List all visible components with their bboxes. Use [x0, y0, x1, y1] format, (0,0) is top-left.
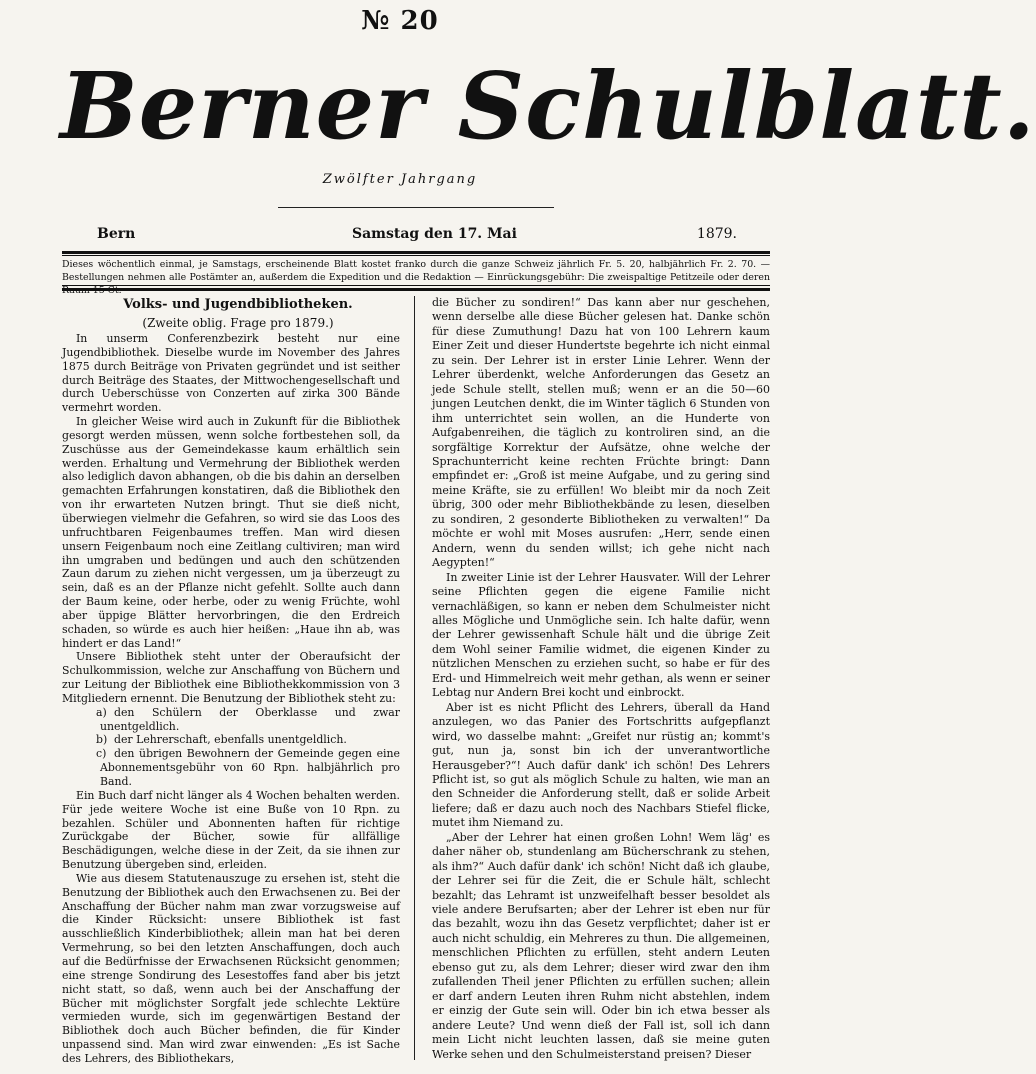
paragraph: Ein Buch darf nicht länger als 4 Wochen behalten werden. Für jede weitere Woche ist eine Buße von 10 Rpn. zu bezahlen. Schüler und Abonnenten haften für richtige Zurückgabe der Bücher, sowie für allfällige Beschädigungen, welche diese in der Zeit, da sie ihnen zur Benutzung übergeben sind, erleiden. — [62, 788, 400, 872]
dateline — [97, 226, 737, 246]
volume-line: Zwölfter Jahrgang — [322, 172, 478, 187]
paragraph: „Aber der Lehrer hat einen großen Lohn! Wem läg' es daher näher ob, stundenlang am Bücherschrank zu stehen, als ihm?“ Auch dafür dank' ich schön! Nicht daß ich glaube, der Lehrer sei für die Zeit, die er Schule hält, schlecht bezahlt; das Lehramt ist unzweifelhaft besser besoldet als viele andere Berufsarten; aber der Lehrer ist eben nur für das bezahlt, wozu ihn das Gesetz verpflichtet; daher ist er auch nicht schuldig, ein Mehreres zu thun. Die allgemeinen, menschlichen Pflichten zu erfüllen, steht andern Leuten ebenso gut zu, als dem Lehrer; dieser wird zwar den ihm zufallenden Theil jener Pflichten zu erfüllen suchen; allein er darf andern Leuten ihren Ruhm nicht abstehlen, indem er einzig der Gute sein will. Oder bin ich etwa besser als andere Leute? Und wenn dieß der Fall ist, soll ich dann mein Licht nicht leuchten lassen, daß sie meine guten Werke sehen und den Schulmeisterstand preisen? Dieser — [432, 830, 770, 1061]
paragraph: Aber ist es nicht Pflicht des Lehrers, überall da Hand anzulegen, wo das Panier des Fortschritts aufgepflanzt wird, wo dasselbe mahnt: „Greifet nur rüstig an; kommt's gut, nun ja, sonst bin ich der unverantwortliche Herausgeber?“! Auch dafür dank' ich schön! Des Lehrers Pflicht ist, so gut als möglich Schule zu halten, wie man an den Schneider die Anforderung stellt, daß er solide Arbeit liefere; daß er dazu auch noch des Nachbars Stiefel flicke, mutet ihm Niemand zu. — [432, 700, 770, 830]
paragraph: die Bücher zu sondiren!“ Das kann aber nur geschehen, wenn derselbe alle diese Bücher gelesen hat. Danke schön für diese Zumuthung! Dazu hat von 100 Lehrern kaum Einer Zeit und dieser Hundertste begehrte ich nicht einmal zu sein. Der Lehrer ist in erster Linie Lehrer. Wenn der Lehrer überdenkt, welche Anforderungen das Gesetz an jede Schule stellt, stellen muß; wenn er an die 50—60 jungen Leutchen denkt, die im Winter täglich 6 Stunden von ihm unterrichtet sein wollen, an die Hunderte von Aufgabenreihen, die täglich zu kontroliren sind, an die sorgfältige Korrektur der Aufsätze, ohne welche der Sprachunterricht keine rechten Früchte bringt: Dann empfindet er: „Groß ist meine Aufgabe, und zu gering sind meine Kräfte, sie zu erfüllen! Wo bleibt mir da noch Zeit übrig, 300 oder mehr Bibliothekbände zu lesen, dieselben zu sondiren, 2 gesonderte Bibliotheken zu verwalten!“ Da möchte er wohl mit Moses ausrufen: „Herr, sende einen Andern, wenn du senden willst; ich gehe nicht nach Aegypten!“ — [432, 296, 770, 570]
list-marker: b) — [96, 733, 108, 747]
masthead-title: Berner Schulblatt. — [60, 52, 1036, 160]
issue-year: 1879. — [696, 226, 737, 242]
paragraph: Wie aus diesem Statutenauszuge zu ersehen ist, steht die Benutzung der Bibliothek auch den Erwachsenen zu. Bei der Anschaffung der Bücher nahm man zwar vorzugsweise auf die Kinder Rücksicht: unsere Bibliothek ist fast ausschließlich Kinderbibliothek; allein man hat bei deren Vermehrung, so bei den letzten Anschaffungen, doch auch auf die Bedürfnisse der Erwachsenen Rücksicht genommen; eine strenge Sondirung des Lesestoffes fand aber bis jetzt nicht statt, so daß, wenn auch bei der Anschaffung der Bücher mit möglichster Sorgfalt jede schlechte Lektüre vermieden wurde, sich im gegenwärtigen Bestand der Bibliothek doch auch Bücher befinden, die für Kinder unpassend sind. Man wird zwar einwenden: „Es ist Sache des Lehrers, des Bibliothekars, — [62, 871, 400, 1065]
article-title: Volks- und Jugendbibliotheken. — [123, 297, 353, 312]
column-left — [62, 296, 400, 1066]
list-text: den übrigen Bewohnern der Gemeinde gegen eine Abonnementsgebühr von 60 Rpn. halbjährlich pro Band. — [100, 747, 400, 788]
rule-top-thin — [62, 255, 770, 256]
paragraph: In zweiter Linie ist der Lehrer Hausvater. Will der Lehrer seine Pflichten gegen die eigene Familie nicht vernachläßigen, so kann er neben dem Schulmeister nicht alles Mögliche und Unmögliche sein. Ich halte dafür, wenn der Lehrer gewissenhaft Schule hält und die übrige Zeit dem Wohl seiner Familie widmet, die eigenen Kinder zu nützlichen Menschen zu erziehen sucht, so habe er für des Erd- und Himmelreich weit mehr gethan, als wenn er seiner Lebtag nur Andern Brei kocht und einbrockt. — [432, 570, 770, 700]
list-marker: c) — [96, 747, 107, 761]
rule-top-thick — [62, 251, 770, 254]
list-item — [62, 733, 400, 747]
list-text: den Schülern der Oberklasse und zwar unentgeldlich. — [100, 705, 400, 733]
list-item — [62, 747, 400, 789]
article-subtitle: (Zweite oblig. Frage pro 1879.) — [142, 316, 334, 330]
paragraph: Unsere Bibliothek steht unter der Oberaufsicht der Schulkommission, welche zur Anschaffung von Büchern und zur Leitung der Bibliothek eine Bibliothekkommission von 3 Mitgliedern ernennt. Die Benutzung der Bibliothek steht zu: — [62, 650, 400, 705]
rule-mid-thick — [62, 288, 770, 291]
rule-mid-thin — [62, 285, 770, 286]
list-text: der Lehrerschaft, ebenfalls unentgeldlich. — [114, 733, 347, 747]
subscription-notice: Dieses wöchentlich einmal, je Samstags, erscheinende Blatt kostet franko durch die ganze Schweiz jährlich Fr. 5. 20, halbjährlich Fr. 2. 70. — Bestellungen nehmen alle Postämter an, außerdem die Expedition und die Redaktion — Einrückungsgebühr: Die zweispaltige Petitzeile oder deren Raum 15 Ct. — [62, 259, 770, 296]
list-item — [62, 706, 400, 734]
column-right — [432, 296, 770, 1062]
paragraph: In unserm Conferenzbezirk besteht nur eine Jugendbibliothek. Dieselbe wurde im November des Jahres 1875 durch Beiträge von Privaten gegründet und ist seither durch Beiträge des Staates, der Mittwochengesellschaft und durch Ueberschüsse von Conzerten auf zirka 300 Bände vermehrt worden. — [62, 332, 400, 415]
column-divider — [414, 296, 415, 1060]
list-marker: a) — [96, 705, 107, 719]
issue-date: Samstag den 17. Mai — [352, 226, 517, 242]
issue-number: № 20 — [361, 6, 439, 36]
masthead-divider — [278, 207, 554, 208]
paragraph: In gleicher Weise wird auch in Zukunft für die Bibliothek gesorgt werden müssen, wenn solche fortbestehen soll, da Zuschüsse aus der Gemeindekasse kaum erhältlich sein werden. Erhaltung und Vermehrung der Bibliothek werden also lediglich davon abhangen, ob die bis dahin an derselben gemachten Erfahrungen konstatiren, daß die Bibliothek den von ihr erwarteten Nutzen bringt. Thut sie dieß nicht, überwiegen vielmehr die Gefahren, so wird sie das Loos des unfruchtbaren Feigenbaumes treffen. Man wird diesen unsern Feigenbaum noch eine Zeitlang cultiviren; man wird ihn umgraben und bedüngen und auch den schützenden Zaun darum zu ziehen nicht vergessen, um ja überzeugt zu sein, daß es an der Pflanze nicht gefehlt. Sollte auch dann der Baum keine, oder herbe, oder zu wenig Früchte, wohl aber üppige Blätter hervorbringen, die den Erdreich schaden, so würde es auch hier heißen: „Haue ihn ab, was hindert er das Land!“ — [62, 415, 400, 650]
place: Bern — [97, 226, 136, 242]
